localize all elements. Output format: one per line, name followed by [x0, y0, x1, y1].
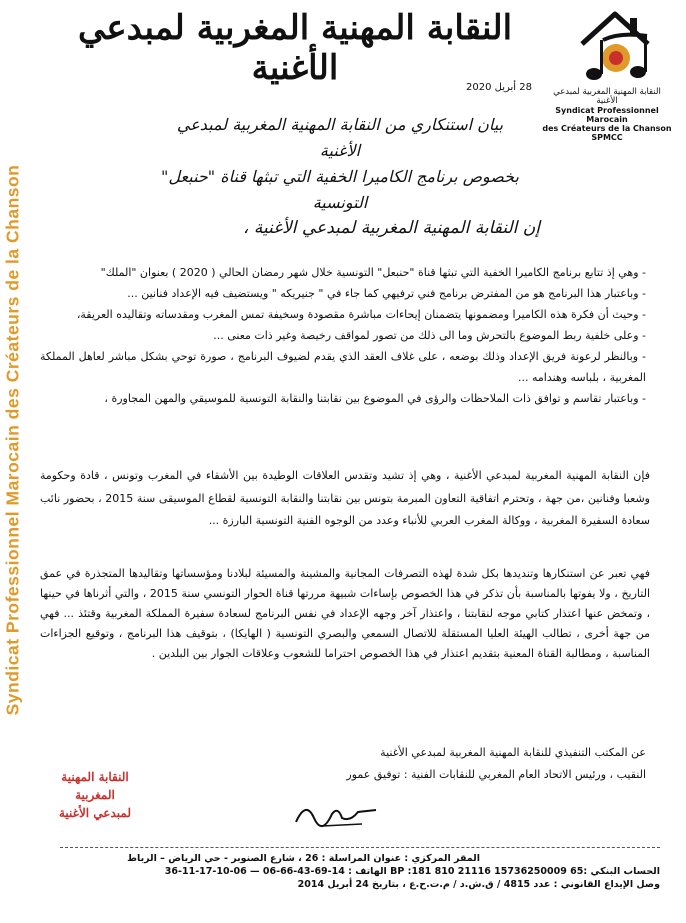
signature-block [226, 742, 646, 786]
signature-line-1: عن المكتب التنفيذي للنقابة المهنية المغربية لمبدعي الأغنية [380, 746, 646, 759]
vertical-banner [0, 0, 26, 923]
header-title: النقابة المهنية المغربية لمبدعي الأغنية [77, 8, 513, 88]
document-date: 28 أبريل 2020 [466, 82, 532, 93]
music-house-logo-icon [570, 6, 660, 86]
stamp-line-1: النقابة المهنية المغربية [61, 770, 129, 802]
vertical-banner-text: Syndicat Professionnel Marocain des Créateurs de la Chanson [2, 164, 23, 716]
subject-line-1: بيان استنكاري من النقابة المهنية المغربية لمبدعي الأغنية [176, 115, 504, 160]
consideration-item: - وبالنظر لرعونة فريق الإعداد وذلك بوضعه ، على غلاف العقد الذي يقدم لضيوف البرنامج ، صورة توحي بشكل مباشر لعاهل المملكة المغربية ، بلباسه وهندامه ... [40, 350, 646, 384]
footer-legal: وصل الإيداع القانوني : عدد 4815 / ق.ش.د / م.ت.ح.ع ، بتاريخ 24 أبريل 2014 [297, 879, 660, 890]
paragraph-2 [40, 564, 650, 664]
footer-contact: الحساب البنكي :65 15736250009 21116 810 181: BP الهاتف : 14-69-43-66-06 — 06-10-17-11-36 [164, 866, 660, 877]
signature-line-2: النقيب ، ورئيس الاتحاد العام المغربي للنقابات الفنية : توفيق عمور [346, 768, 646, 781]
footer-address: المقر المركزي : عنوان المراسلة : 26 ، شارع الصنوبر - حي الرياض – الرباط [127, 853, 480, 864]
footer-divider [60, 847, 660, 848]
paragraph-1 [40, 465, 650, 533]
logo-caption-french-2: des Créateurs de la Chanson [542, 124, 672, 133]
stamp-line-2: لمبدعي الأغنية [59, 806, 131, 820]
red-stamp [40, 768, 150, 822]
consideration-item: - وهي إذ تتابع برنامج الكاميرا الخفية التي تبثها قناة "حنبعل" التونسية خلال شهر رمضان الحالي ( 2020 ) بعنوان "الملك" [100, 266, 646, 279]
logo-caption-french-1: Syndicat Professionnel Marocain [555, 106, 659, 124]
logo-caption [542, 88, 672, 142]
consideration-item: - وعلى خلفية ربط الموضوع بالتحرش وما الى ذلك من تصور لمواقف رخيصة وغير ذات معنى ... [213, 329, 646, 342]
handwritten-signature-icon [292, 792, 382, 832]
footer [60, 852, 660, 891]
logo-caption-arabic: النقابة المهنية المغربية لمبدعي الأغنية [553, 87, 661, 106]
subject-heading [160, 112, 520, 216]
considerations-list [40, 262, 650, 409]
subject-line-2: بخصوص برنامج الكاميرا الخفية التي تبثها قناة "حنبعل" التونسية [161, 167, 519, 212]
consideration-item: - وباعتبار تقاسم و توافق ذات الملاحظات والرؤى في الموضوع بين نقابتنا والنقابة التونسية للموسيقي والمهن المجاورة ، [104, 392, 646, 405]
paragraph-2-text: فهي تعبر عن استنكارها وتنديدها بكل شدة لهذه التصرفات المجانية والمشينة والمسيئة لبلادنا ومؤسساتها وتقاليدها المتجذرة في عمق التاريخ ، ولا يفوتها بالمناسبة بأن تذكر في هذا الخصوص بإساءات شبيهة مررتها قناة الحوار التونسي سنة 2015 ، والتي أثرناها في حينها ، وتمخض عنها اعتذار كتابي موجه لنقابتنا ، واعتذار آخر وجهه الإعداد في نفس البرنامج لسعادة سفيرة المملكة المغربية وقتئذ ... فهي من جهة أخرى ، تطالب الهيئة العليا المستقلة للاتصال السمعي والبصري التونسية ( الهايكا) ، بتوقيف هذا البرنامج ، وتوقيع الجزاءات المناسبة ، ومطالبة القناة المعنية بتقديم اعتذار في هذا الخصوص احتراما للشعوب وعلاقات الجوار بين البلدين . [40, 567, 651, 660]
greeting: إن النقابة المهنية المغربية لمبدعي الأغنية ، [242, 218, 540, 238]
consideration-item: - وحيث أن فكرة هذه الكاميرا ومضمونها يتضمنان إيحاءات مباشرة مقصودة وسخيفة تمس المغرب ومقدساته وتقاليده العريقة، [76, 308, 646, 321]
consideration-item: - وباعتبار هذا البرنامج هو من المفترض برنامج فني ترفيهي كما جاء في " جنيريكه " ويستضيف فيه الإعداد فنانين ... [127, 287, 646, 300]
paragraph-1-text: فإن النقابة المهنية المغربية لمبدعي الأغنية ، وهي إذ تشيد وتقدس العلاقات الوطيدة بين الأشقاء في المغرب وتونس ، قادة وحكومة وشعبا وفنانين ،من جهة ، وتحترم اتفاقية التعاون المبرمة بتونس بين نقابتنا والنقابة التونسية لقطاع الموسيقى سنة 2015 ، بحضور نائب سعادة السفيرة المغربية ، ووكالة المغرب العربي للأنباء وعدد من الوجوه الفنية التونسية البارزة ... [40, 469, 650, 527]
logo-abbreviation: SPMCC [591, 133, 623, 142]
